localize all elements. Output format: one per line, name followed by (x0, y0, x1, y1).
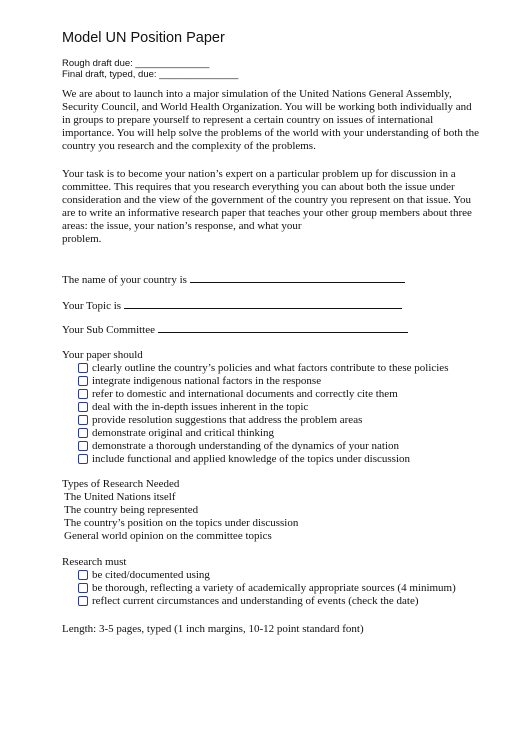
checklist-item[interactable]: demonstrate a thorough understanding of the dynamics of your nation (78, 440, 399, 453)
research-must-item[interactable]: reflect current circumstances and understanding of events (check the date) (78, 595, 419, 608)
checklist-item[interactable]: integrate indigenous national factors in the response (78, 375, 321, 388)
final-draft-due: Final draft, typed, due: _______________ (62, 69, 239, 80)
intro-paragraph (62, 88, 480, 153)
research-types-heading: Types of Research Needed (62, 478, 180, 490)
paper-should-heading: Your paper should (62, 349, 143, 361)
checklist-item[interactable]: demonstrate original and critical thinking (78, 427, 274, 440)
research-must-heading: Research must (62, 556, 127, 568)
country-field (62, 272, 405, 286)
research-must-item[interactable]: be thorough, reflecting a variety of academically appropriate sources (4 minimum) (78, 582, 456, 595)
research-type-item: General world opinion on the committee topics (64, 530, 272, 542)
task-text-end: problem. (62, 233, 102, 245)
topic-blank[interactable] (124, 298, 402, 309)
checkbox-icon[interactable] (78, 389, 88, 399)
rough-draft-due: Rough draft due: ______________ (62, 58, 210, 69)
checklist-item[interactable]: clearly outline the country’s policies and what factors contribute to these policies (78, 362, 448, 375)
research-type-item: The United Nations itself (64, 491, 176, 503)
research-must-item[interactable]: be cited/documented using (78, 569, 210, 582)
checkbox-icon[interactable] (78, 441, 88, 451)
subcommittee-blank[interactable] (158, 322, 408, 333)
research-type-item: The country’s position on the topics under discussion (64, 517, 299, 529)
intro-text: We are about to launch into a major simulation of the United Nations General Assembly, Security Council, and World Health Organization. You will be working both individually and in groups to prepare yourself to represent a certain country on issues of international importance. You will help solve the problems of the world with your understanding of both the country you research and the complexity of the problems. (62, 88, 480, 152)
subcommittee-label: Your Sub Committee (62, 324, 156, 336)
topic-label: Your Topic is (62, 300, 122, 312)
checklist-item[interactable]: provide resolution suggestions that address the problem areas (78, 414, 362, 427)
checkbox-icon[interactable] (78, 402, 88, 412)
country-blank[interactable] (190, 272, 405, 283)
subcommittee-field (62, 322, 408, 336)
checkbox-icon[interactable] (78, 596, 88, 606)
checkbox-icon[interactable] (78, 363, 88, 373)
checkbox-icon[interactable] (78, 454, 88, 464)
research-type-item: The country being represented (64, 504, 199, 516)
checkbox-icon[interactable] (78, 376, 88, 386)
page-title: Model UN Position Paper (62, 30, 225, 46)
checklist-item[interactable]: include functional and applied knowledge of the topics under discussion (78, 453, 410, 466)
task-text: Your task is to become your nation’s expert on a particular problem up for discussion in a committee. This requires that you research everything you can about both the issue under consideration and the view of the government of the country you represent on that issue. You are to write an informative research paper that teaches your other group members about three areas: the issue, your nation’s response, and what your (62, 168, 472, 232)
task-paragraph (62, 168, 480, 246)
checkbox-icon[interactable] (78, 415, 88, 425)
topic-field (62, 298, 402, 312)
checkbox-icon[interactable] (78, 570, 88, 580)
checklist-item[interactable]: deal with the in-depth issues inherent in the topic (78, 401, 308, 414)
checkbox-icon[interactable] (78, 428, 88, 438)
country-label: The name of your country is (62, 274, 187, 286)
checkbox-icon[interactable] (78, 583, 88, 593)
length-note: Length: 3-5 pages, typed (1 inch margins, 10-12 point standard font) (62, 623, 364, 635)
checklist-item[interactable]: refer to domestic and international documents and correctly cite them (78, 388, 398, 401)
